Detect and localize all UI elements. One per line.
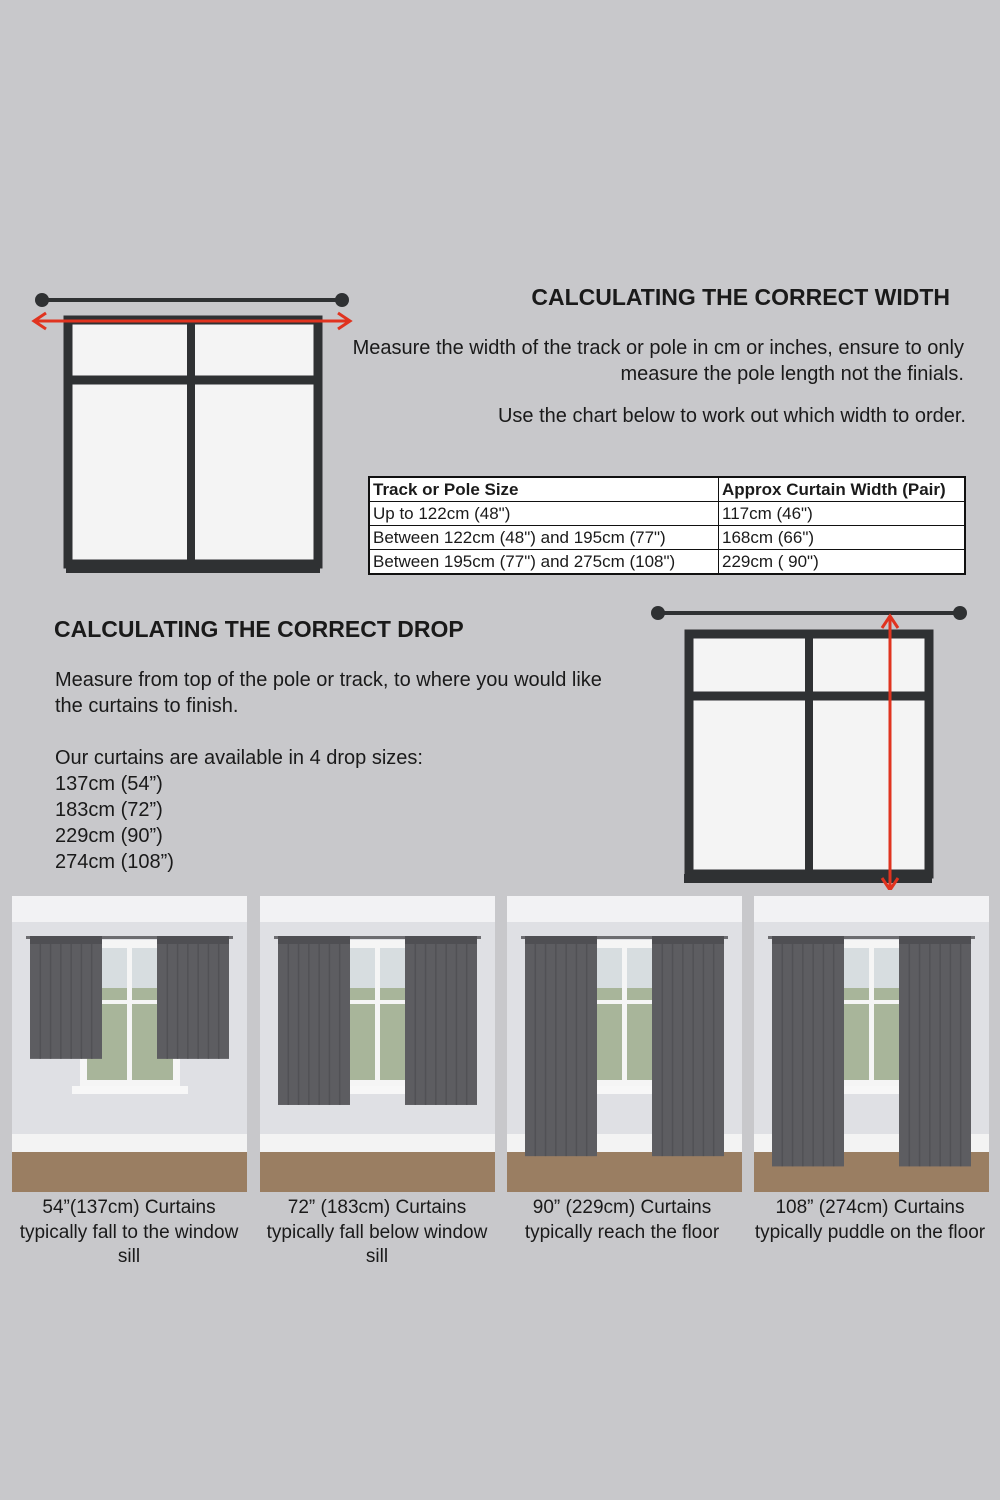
window-mullion (869, 948, 874, 1080)
drop-examples (12, 896, 990, 1276)
drop-section-title: CALCULATING THE CORRECT DROP (54, 616, 464, 642)
window-frame (684, 634, 932, 883)
pole-finial-left (35, 293, 49, 307)
width-section-title: CALCULATING THE CORRECT WIDTH (531, 284, 950, 310)
list-item: 183cm (72”) (55, 799, 163, 821)
curtain-left (278, 936, 350, 1105)
photo-caption: 90” (229cm) Curtains typically reach the floor (524, 1197, 720, 1243)
photo-caption: 54”(137cm) Curtains typically fall to the window sill (19, 1197, 239, 1267)
window-drop-diagram (640, 598, 980, 890)
window-sill (72, 1086, 188, 1094)
window-mullion (375, 948, 380, 1080)
curtain-right (405, 936, 477, 1105)
curtain-photo (12, 896, 247, 1192)
photo-caption: 72” (183cm) Curtains typically fall below window sill (266, 1197, 488, 1267)
pole-finial-left (651, 606, 665, 620)
curtain-photo (507, 896, 742, 1192)
floor (507, 1152, 742, 1192)
list-item: 274cm (108”) (55, 851, 174, 873)
drop-availability: Our curtains are available in 4 drop sizes: (55, 747, 423, 769)
room-scene (12, 896, 247, 1192)
table-row (369, 526, 965, 550)
photo-caption: 108” (274cm) Curtains typically puddle on the floor (754, 1197, 986, 1243)
room-scene (754, 896, 989, 1192)
table-header-pole-size: Track or Pole Size (369, 477, 719, 502)
width-description: Measure the width of the track or pole in cm or inches, ensure to only measure the pole length not the finials. (352, 337, 964, 385)
curtain-left (30, 936, 102, 1059)
ceiling (260, 896, 495, 922)
window-mullion (622, 948, 627, 1080)
size-chart-table (368, 476, 966, 575)
drop-size-list (55, 771, 174, 875)
skirting-board (260, 1134, 495, 1152)
pole-finial-right (335, 293, 349, 307)
table-cell: 117cm (46") (719, 502, 966, 526)
floor (260, 1152, 495, 1192)
table-cell: 229cm ( 90") (719, 550, 966, 575)
window-width-diagram (28, 288, 358, 580)
floor (12, 1152, 247, 1192)
curtain-left (525, 936, 597, 1156)
curtain-left (772, 936, 844, 1166)
curtain-right (899, 936, 971, 1166)
chart-instruction: Use the chart below to work out which width to order. (497, 405, 966, 427)
table-cell: Between 195cm (77") and 275cm (108") (369, 550, 719, 575)
list-item: 137cm (54”) (55, 773, 163, 795)
curtain-right (157, 936, 229, 1059)
curtain-right (652, 936, 724, 1156)
list-item: 229cm (90”) (55, 825, 163, 847)
pole-finial-right (953, 606, 967, 620)
ceiling (754, 896, 989, 922)
table-header-curtain-width: Approx Curtain Width (Pair) (719, 477, 966, 502)
table-header-row (369, 477, 965, 502)
curtain-photo (260, 896, 495, 1192)
table-cell: Between 122cm (48") and 195cm (77") (369, 526, 719, 550)
room-scene (260, 896, 495, 1192)
table-row (369, 502, 965, 526)
drop-description: Measure from top of the pole or track, to where you would like the curtains to finish. (55, 669, 602, 717)
skirting-board (12, 1134, 247, 1152)
room-scene (507, 896, 742, 1192)
ceiling (12, 896, 247, 922)
ceiling (507, 896, 742, 922)
table-row (369, 550, 965, 575)
table-cell: Up to 122cm (48") (369, 502, 719, 526)
window-mullion (127, 948, 132, 1080)
curtain-photo (754, 896, 989, 1192)
window-frame (66, 320, 320, 573)
table-cell: 168cm (66") (719, 526, 966, 550)
